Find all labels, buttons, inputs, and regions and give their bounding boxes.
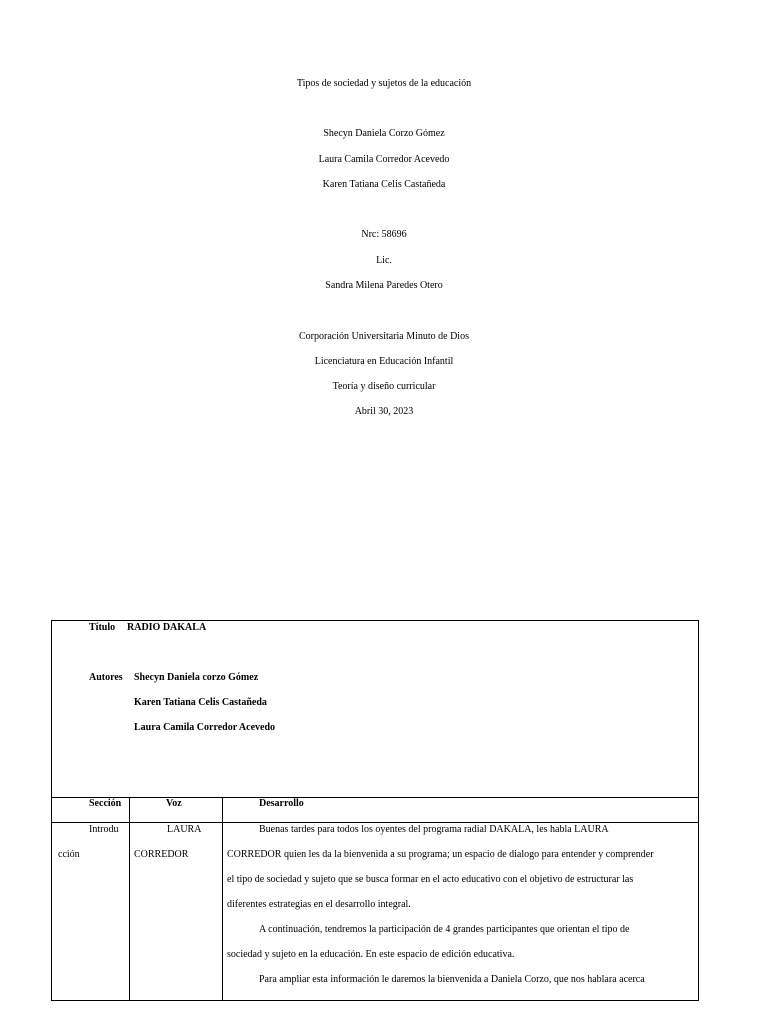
development-line: Para ampliar esta información le daremos la bienvenida a Daniela Corzo, que nos hablara acerca xyxy=(259,974,645,985)
development-line: CORREDOR quien les da la bienvenida a su programa; un espacio de dialogo para entender y comprender xyxy=(227,849,654,860)
author-name: Shecyn Daniela Corzo Gómez xyxy=(323,128,445,139)
title-label: Título xyxy=(89,622,116,633)
table-divider xyxy=(52,822,698,823)
author-name: Karen Tatiana Celis Castañeda xyxy=(322,179,446,190)
teacher-name: Sandra Milena Paredes Otero xyxy=(325,280,443,291)
header-development: Desarrollo xyxy=(259,798,304,809)
table-divider xyxy=(129,797,130,1001)
author-name: Laura Camila Corredor Acevedo xyxy=(318,154,450,165)
table-author: Karen Tatiana Celis Castañeda xyxy=(134,697,267,708)
title-value: RADIO DAKALA xyxy=(127,622,207,633)
header-voice: Voz xyxy=(166,798,182,809)
table-author: Shecyn Daniela corzo Gómez xyxy=(134,672,259,683)
development-line: sociedad y sujeto en la educación. En este espacio de edición educativa. xyxy=(227,949,515,960)
development-line: Buenas tardes para todos los oyentes del programa radial DAKALA, les habla LAURA xyxy=(259,824,609,835)
table-author: Laura Camila Corredor Acevedo xyxy=(134,722,276,733)
header-section: Sección xyxy=(89,798,122,809)
development-line: diferentes estrategias en el desarrollo integral. xyxy=(227,899,411,910)
program-name: Licenciatura en Educación Infantil xyxy=(314,356,454,367)
voice-cell: LAURA xyxy=(167,824,202,835)
document-date: Abril 30, 2023 xyxy=(354,406,414,417)
table-divider xyxy=(222,797,223,1001)
nrc-code: Nrc: 58696 xyxy=(361,229,407,240)
authors-label: Autores xyxy=(89,672,123,683)
section-cell: cción xyxy=(58,849,80,860)
teacher-title: Lic. xyxy=(376,255,392,266)
table-divider xyxy=(52,797,698,798)
institution-name: Corporación Universitaria Minuto de Dios xyxy=(299,331,469,342)
voice-cell: CORREDOR xyxy=(134,849,189,860)
script-table xyxy=(51,620,699,1001)
development-line: el tipo de sociedad y sujeto que se busca formar en el acto educativo con el objetivo de estructurar las xyxy=(227,874,634,885)
development-line: A continuación, tendremos la participación de 4 grandes participantes que orientan el tipo de xyxy=(259,924,630,935)
course-name: Teoría y diseño curricular xyxy=(332,381,436,392)
section-cell: Introdu xyxy=(89,824,119,835)
document-title: Tipos de sociedad y sujetos de la educación xyxy=(296,78,472,89)
